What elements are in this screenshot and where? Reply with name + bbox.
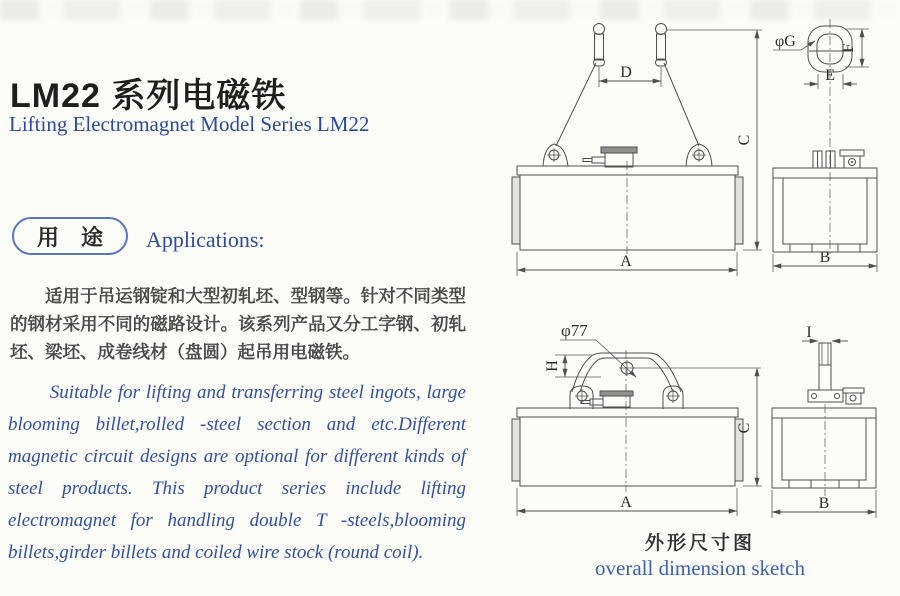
magnet-body (512, 161, 743, 254)
dim-label-d: D (620, 64, 632, 81)
figure-caption-zh: 外形尺寸图 (644, 533, 755, 554)
magnet-body-side (772, 404, 876, 496)
drawing-side-view-with-ring (765, 15, 900, 280)
dim-label-i: I (806, 324, 812, 341)
dim-label-b: B (819, 249, 831, 266)
applications-pill (12, 217, 128, 255)
magnet-body-side (773, 150, 877, 252)
dim-label-c: C (736, 422, 753, 434)
page-subtitle: Lifting Electromagnet Model Series LM22 (9, 112, 370, 136)
dim-label-phi-77: φ77 (561, 321, 588, 340)
page-title: LM22 系列电磁铁 (10, 77, 287, 115)
drawing-side-view-with-bail (762, 312, 900, 524)
applications-pill-label: 用 途 (36, 224, 103, 250)
figure-caption-en: overall dimension sketch (595, 556, 805, 580)
junction-box (843, 388, 864, 404)
dim-label-f: F (840, 43, 857, 53)
dim-label-e: E (825, 67, 835, 84)
applications-paragraph-en: Suitable for lifting and transferring steel ingots, large blooming billet,rolled -steel section and etc.Different magnetic circuit designs are optional for different kinds of steel products. This product series include lifting electromagnet for handling double T -steels,blooming billets,girder billets and coiled wire stock (round coil). (8, 382, 466, 563)
junction-box (581, 391, 633, 407)
dim-label-h: H (544, 360, 561, 372)
dim-label-phi-g: φG (775, 33, 796, 50)
dim-label-b: B (818, 495, 830, 512)
dim-label-c: C (736, 134, 753, 146)
applications-paragraph-zh: 适用于吊运钢锭和大型初轧坯、型钢等。针对不同类型的钢材采用不同的磁路设计。该系列产品又分工字钢、初轧坯、梁坯、成卷线材（盘圆）起吊用电磁铁。 (10, 286, 466, 362)
junction-box (583, 147, 637, 167)
bail-bar (808, 343, 843, 402)
figure-caption (545, 528, 855, 581)
dim-label-a: A (620, 253, 632, 270)
drawing-front-view-with-bail (488, 312, 770, 524)
lifting-pins (594, 24, 667, 67)
applications-heading: Applications: (146, 227, 265, 252)
dim-label-a: A (620, 494, 632, 511)
drawing-front-view-with-chains (495, 15, 770, 280)
magnet-body (512, 408, 743, 486)
